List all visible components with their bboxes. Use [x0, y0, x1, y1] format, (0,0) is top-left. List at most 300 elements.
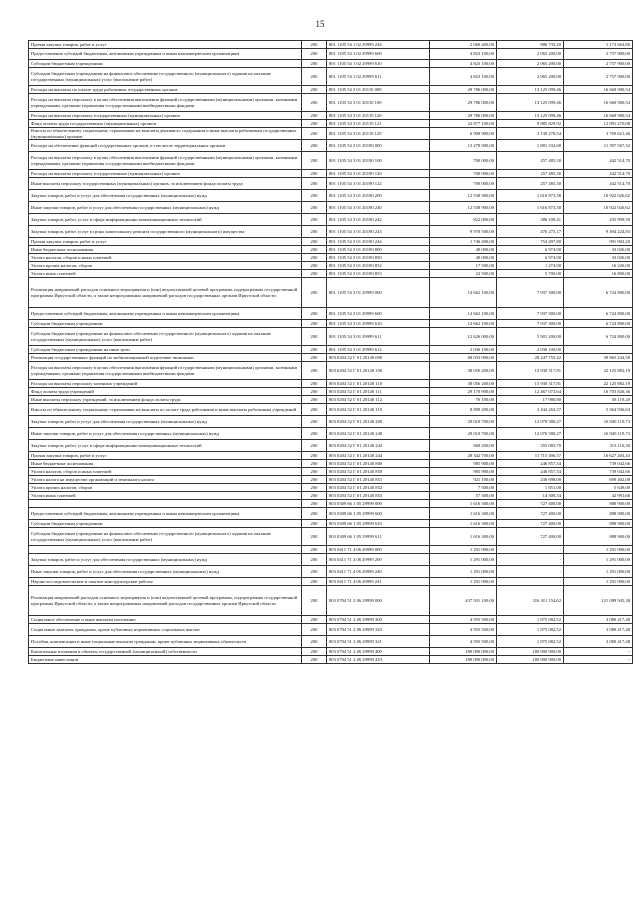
row-executed-cell: - [497, 554, 564, 566]
row-executed-cell: 6 974,00 [497, 254, 564, 262]
table-row [29, 428, 633, 440]
row-remainder-cell: 739 042,66 [564, 460, 633, 468]
row-code-cell: 803 0204 52 Г 01 20140 244 [327, 452, 430, 460]
row-name-cell: Расходы на выплаты персоналу в целях обеспечения выполнения функций государственными (муниципальными) органами, казенными учреждениями, органами управления государственными внебюджетными фондами [29, 362, 302, 380]
table-row [29, 320, 633, 328]
row-remainder-cell: 6 724 800,00 [564, 278, 633, 308]
row-plan-cell: 4 823 100,00 [430, 49, 497, 60]
table-row [29, 566, 633, 578]
row-remainder-cell: 888 900,00 [564, 500, 633, 508]
row-kvsr-cell: 200 [302, 270, 327, 278]
row-plan-cell: 29 170 900,00 [430, 388, 497, 396]
row-kvsr-cell: 200 [302, 86, 327, 94]
row-executed-cell: 230 698,00 [497, 476, 564, 484]
row-plan-cell: 14 662 100,00 [430, 308, 497, 320]
row-executed-cell: 2 065 200,00 [497, 68, 564, 86]
row-name-cell: Фонд оплаты труда государственных (муниципальных) органов [29, 120, 302, 128]
table-row [29, 484, 633, 492]
row-plan-cell: 40 000,00 [430, 246, 497, 254]
table-row [29, 616, 633, 624]
row-name-cell: Уплата налога на имущество организаций и земельного налога [29, 476, 302, 484]
row-code-cell: 801 1105 54 3 01 20190 800 [327, 246, 430, 254]
row-plan-cell: 57 300,00 [430, 492, 497, 500]
row-plan-cell: 1 291 000,00 [430, 578, 497, 586]
row-code-cell: 801 1105 54 3 01 20190 243 [327, 226, 430, 238]
row-kvsr-cell: 200 [302, 308, 327, 320]
row-name-cell: Предоставление субсидий бюджетным, автономным учреждениям и иным некоммерческим организациям [29, 49, 302, 60]
row-kvsr-cell: 200 [302, 68, 327, 86]
row-remainder-cell: 2 757 900,00 [564, 60, 633, 68]
table-row [29, 226, 633, 238]
row-executed-cell: 13 125 099,46 [497, 112, 564, 120]
row-name-cell: Уплата прочих налогов, сборов [29, 262, 302, 270]
row-remainder-cell: 442 514,70 [564, 152, 633, 170]
row-kvsr-cell: 200 [302, 60, 327, 68]
row-name-cell: Реализация направлений расходов основного мероприятия и (или) ведомственной целевой программы, подпрограммы государственной программы Иркутской области, а также непрограммных направлений расходов государственных органов Иркутской области [29, 278, 302, 308]
row-plan-cell: 22 877 100,00 [430, 120, 497, 128]
row-code-cell: 803 0204 52 Г 01 20140 852 [327, 484, 430, 492]
row-executed-cell: 355 083,70 [497, 440, 564, 452]
row-code-cell: 801 1105 54 3 01 20110 100 [327, 94, 430, 112]
row-remainder-cell: 10 922 026,62 [564, 190, 633, 202]
row-name-cell: Субсидии бюджетным учреждениям [29, 60, 302, 68]
table-row [29, 396, 633, 404]
row-name-cell: Расходы на выплаты персоналу государственных (муниципальных) органов [29, 112, 302, 120]
row-plan-cell: 1 616 300,00 [430, 528, 497, 546]
row-remainder-cell: 22 125 882,19 [564, 380, 633, 388]
row-code-cell: 801 1105 54 3 01 20190 853 [327, 270, 430, 278]
row-executed-cell: 727 400,00 [497, 508, 564, 520]
table-row [29, 636, 633, 648]
row-code-cell: 803 0204 52 Г 01 20140 800 [327, 460, 430, 468]
row-code-cell: 801 1105 54 3 01 20190 850 [327, 254, 430, 262]
row-remainder-cell: 16 660 900,54 [564, 86, 633, 94]
row-executed-cell: 7 937 300,00 [497, 320, 564, 328]
row-remainder-cell: 39 865 244,58 [564, 354, 633, 362]
row-code-cell: 801 1105 54 3 01 20190 240 [327, 202, 430, 214]
row-remainder-cell: 888 900,00 [564, 520, 633, 528]
row-code-cell: 803 0704 51 2 06 29999 400 [327, 648, 430, 656]
row-plan-cell: 700 000,00 [430, 170, 497, 178]
row-plan-cell: 4 823 100,00 [430, 68, 497, 86]
row-kvsr-cell: 200 [302, 178, 327, 190]
row-name-cell: Пособия, компенсации и иные социальные выплаты гражданам, кроме публичных нормативных обязательств [29, 636, 302, 648]
row-remainder-cell: 10 922 026,62 [564, 202, 633, 214]
table-row [29, 476, 633, 484]
row-executed-cell: 2 065 200,00 [497, 60, 564, 68]
row-kvsr-cell: 200 [302, 246, 327, 254]
row-plan-cell: 14 662 100,00 [430, 278, 497, 308]
row-kvsr-cell: 200 [302, 492, 327, 500]
row-name-cell: Иные бюджетные ассигнования [29, 246, 302, 254]
row-plan-cell: 1 746 400,00 [430, 238, 497, 246]
row-remainder-cell: 3 769 621,46 [564, 128, 633, 140]
row-remainder-cell: 33 026,00 [564, 254, 633, 262]
row-executed-cell: 6 974,00 [497, 246, 564, 254]
row-kvsr-cell: 200 [302, 468, 327, 476]
row-executed-cell: 727 400,00 [497, 500, 564, 508]
row-remainder-cell: 121 089 945,38 [564, 586, 633, 616]
table-row [29, 178, 633, 190]
row-plan-cell: 2 060 400,00 [430, 41, 497, 49]
row-executed-cell: 12 467 073,64 [497, 388, 564, 396]
row-code-cell: 803 0204 52 Г 01 20140 853 [327, 492, 430, 500]
row-executed-cell: 1 616 873,38 [497, 202, 564, 214]
row-name-cell: Фонд оплаты труда учреждений [29, 388, 302, 396]
table-row [29, 270, 633, 278]
row-name-cell: Предоставление субсидий бюджетным, автономным учреждениям и иным некоммерческим организациям [29, 308, 302, 320]
row-plan-cell: 76 100,00 [430, 396, 497, 404]
row-code-cell: 803 0309 66 1 05 29999 600 [327, 508, 430, 520]
row-remainder-cell: 58 119,20 [564, 396, 633, 404]
row-kvsr-cell: 200 [302, 528, 327, 546]
row-executed-cell: 1 881 332,68 [497, 140, 564, 152]
row-kvsr-cell: 200 [302, 128, 327, 140]
row-code-cell: 803 0704 51 2 06 29999 320 [327, 624, 430, 636]
row-code-cell: 801 1105 54 3 01 20110 121 [327, 120, 430, 128]
row-kvsr-cell: 200 [302, 388, 327, 396]
row-code-cell: 803 0309 66 1 05 29999 000 [327, 500, 430, 508]
row-executed-cell: 14 308,34 [497, 492, 564, 500]
row-executed-cell: 9 985 829,92 [497, 120, 564, 128]
row-remainder-cell: 888 900,00 [564, 508, 633, 520]
row-plan-cell: 700 000,00 [430, 178, 497, 190]
row-executed-cell: 476 275,17 [497, 226, 564, 238]
row-name-cell: Предоставление субсидий бюджетным, автономным учреждениям и иным некоммерческим организациям [29, 508, 302, 520]
table-row [29, 578, 633, 586]
row-kvsr-cell: 200 [302, 404, 327, 416]
row-plan-cell: 12 626 000,00 [430, 328, 497, 346]
row-code-cell: 801 1105 54 1 02 29999 611 [327, 68, 430, 86]
row-kvsr-cell: 200 [302, 262, 327, 270]
row-plan-cell: 6 908 900,00 [430, 128, 497, 140]
row-code-cell: 803 0309 66 1 05 29999 610 [327, 520, 430, 528]
row-remainder-cell: 16 940 119,73 [564, 416, 633, 428]
row-plan-cell: 29 786 000,00 [430, 86, 497, 94]
row-code-cell: 801 1105 54 3 01 29999 600 [327, 308, 430, 320]
table-row [29, 546, 633, 554]
row-executed-cell: 180 000 000,00 [497, 648, 564, 656]
row-code-cell: 803 0204 52 Г 01 20140 000 [327, 354, 430, 362]
row-code-cell: 803 0704 51 2 06 29999 000 [327, 586, 430, 616]
row-name-cell: Расходы на обеспечение функций государственных органов, в том числе территориальных органов [29, 140, 302, 152]
table-row [29, 354, 633, 362]
row-executed-cell: 257 485,30 [497, 152, 564, 170]
row-kvsr-cell: 200 [302, 49, 327, 60]
row-kvsr-cell: 200 [302, 346, 327, 354]
row-name-cell: Расходы на выплаты персоналу в целях обеспечения выполнения функций государственными (муниципальными) органами, казенными учреждениями, органами управления государственными внебюджетными фондами [29, 94, 302, 112]
row-executed-cell: 5 901 200,00 [497, 328, 564, 346]
row-executed-cell: - [497, 566, 564, 578]
row-name-cell: Социальное обеспечение и иные выплаты населению [29, 616, 302, 624]
row-executed-cell: 3 444 263,37 [497, 404, 564, 416]
row-remainder-cell: 2 757 900,00 [564, 49, 633, 60]
row-remainder-cell [564, 346, 633, 354]
row-executed-cell: 1 875 082,52 [497, 624, 564, 636]
row-name-cell: Закупка товаров, работ и услуг для обеспечения государственных (муниципальных) нужд [29, 416, 302, 428]
row-name-cell: Закупка товаров, работ, услуг в целях капитального ремонта государственного (муниципального) имущества [29, 226, 302, 238]
row-code-cell: 803 0204 52 Г 01 20140 100 [327, 362, 430, 380]
row-remainder-cell: 16 940 119,73 [564, 428, 633, 440]
row-remainder-cell: 1 291 000,00 [564, 578, 633, 586]
row-kvsr-cell: 200 [302, 554, 327, 566]
row-plan-cell: 12 538 900,00 [430, 202, 497, 214]
row-plan-cell: 9 970 500,00 [430, 226, 497, 238]
row-name-cell: Научно-исследовательские и опытно-конструкторские работы [29, 578, 302, 586]
row-code-cell: 803 0309 66 1 05 29999 611 [327, 528, 430, 546]
table-row [29, 308, 633, 320]
row-plan-cell: 921 100,00 [430, 476, 497, 484]
row-kvsr-cell: 200 [302, 190, 327, 202]
row-name-cell: Иные закупки товаров, работ и услуг для обеспечения государственных (муниципальных) нужд [29, 566, 302, 578]
row-plan-cell: 22 500,00 [430, 270, 497, 278]
row-code-cell: 803 0204 52 Г 01 20140 850 [327, 468, 430, 476]
row-kvsr-cell: 200 [302, 484, 327, 492]
row-plan-cell: 4 955 500,00 [430, 616, 497, 624]
row-plan-cell: 14 662 100,00 [430, 320, 497, 328]
row-code-cell: 803 0704 51 2 06 29999 321 [327, 636, 430, 648]
table-row [29, 648, 633, 656]
row-remainder-cell: 11 397 567,32 [564, 140, 633, 152]
row-kvsr-cell: 200 [302, 120, 327, 128]
row-remainder-cell: 33 026,00 [564, 246, 633, 254]
row-name-cell: Субсидии бюджетным учреждениям на финансовое обеспечение государственного (муниципального) задания на оказание государственных (муниципальных) услуг (выполнение работ) [29, 328, 302, 346]
row-kvsr-cell: 200 [302, 94, 327, 112]
row-kvsr-cell: 200 [302, 546, 327, 554]
row-code-cell: 801 1105 54 1 02 29999 600 [327, 49, 430, 60]
row-remainder-cell: 739 042,66 [564, 468, 633, 476]
row-remainder-cell: 22 125 882,19 [564, 362, 633, 380]
row-code-cell: 803 0204 52 Г 01 20140 112 [327, 396, 430, 404]
row-kvsr-cell: 200 [302, 354, 327, 362]
row-kvsr-cell: 200 [302, 520, 327, 528]
row-plan-cell: 1 291 000,00 [430, 566, 497, 578]
row-name-cell: Взносы по обязательному социальному страхованию на выплаты по оплате труда работников и иные выплаты работникам учреждений [29, 404, 302, 416]
row-plan-cell: 822 000,00 [430, 214, 497, 226]
row-executed-cell: 12 070 580,27 [497, 428, 564, 440]
row-name-cell: Прочая закупка товаров, работ и услуг [29, 238, 302, 246]
row-code-cell: 801 1105 54 3 01 20190 200 [327, 190, 430, 202]
row-name-cell: Расходы на выплаты по оплате труда работников государственных органов [29, 86, 302, 94]
row-kvsr-cell: 200 [302, 320, 327, 328]
row-remainder-cell: 16 660 900,54 [564, 112, 633, 120]
row-remainder-cell: 991 902,20 [564, 238, 633, 246]
row-executed-cell: 13 125 099,46 [497, 94, 564, 112]
row-plan-cell: 38 056 200,00 [430, 362, 497, 380]
row-remainder-cell: 42 991,66 [564, 492, 633, 500]
row-plan-cell: 2 036 100,00 [430, 346, 497, 354]
row-code-cell: 801 1105 54 3 01 29999 612 [327, 346, 430, 354]
row-executed-cell: 386 100,41 [497, 214, 564, 226]
row-kvsr-cell: 200 [302, 648, 327, 656]
row-name-cell: Иные выплаты персоналу учреждений, за исключением фонда оплаты труда [29, 396, 302, 404]
row-executed-cell: 28 247 755,42 [497, 354, 564, 362]
row-executed-cell: 727 400,00 [497, 520, 564, 528]
table-row [29, 94, 633, 112]
row-kvsr-cell: 200 [302, 416, 327, 428]
table-row [29, 112, 633, 120]
row-name-cell: Уплата иных платежей [29, 492, 302, 500]
row-plan-cell: 38 056 200,00 [430, 380, 497, 388]
row-code-cell: 803 0704 51 2 06 29999 300 [327, 616, 430, 624]
row-plan-cell: 700 000,00 [430, 152, 497, 170]
row-executed-cell: 7 937 300,00 [497, 278, 564, 308]
table-row [29, 492, 633, 500]
row-name-cell: Расходы на выплаты персоналу казенных учреждений [29, 380, 302, 388]
row-name-cell: Субсидии бюджетным учреждениям на финансовое обеспечение государственного (муниципального) задания на оказание государственных (муниципальных) услуг (выполнение работ) [29, 68, 302, 86]
row-name-cell: Реализация направлений расходов основного мероприятия и (или) ведомственной целевой программы, подпрограммы государственной программы Иркутской области, а также непрограммных направлений расходов государственных органов Иркутской области [29, 586, 302, 616]
row-plan-cell: 1 291 000,00 [430, 554, 497, 566]
row-remainder-cell: 5 364 936,63 [564, 404, 633, 416]
table-row [29, 500, 633, 508]
row-plan-cell: 12 538 900,00 [430, 190, 497, 202]
row-executed-cell: 1 875 082,52 [497, 636, 564, 648]
row-remainder-cell: 3 080 417,48 [564, 636, 633, 648]
row-plan-cell: 1 616 300,00 [430, 520, 497, 528]
table-row [29, 262, 633, 270]
row-name-cell: Бюджетные инвестиции [29, 656, 302, 664]
row-code-cell: 801 1105 54 1 02 29999 610 [327, 60, 430, 68]
row-executed-cell: 1 851,00 [497, 484, 564, 492]
table-row [29, 238, 633, 246]
table-row [29, 140, 633, 152]
row-executed-cell: 7 937 300,00 [497, 308, 564, 320]
row-code-cell: 803 0204 52 Г 01 20140 200 [327, 416, 430, 428]
row-code-cell: 803 0204 52 Г 01 20140 119 [327, 404, 430, 416]
row-remainder-cell: 313 116,30 [564, 440, 633, 452]
row-kvsr-cell: 200 [302, 238, 327, 246]
table-row [29, 120, 633, 128]
row-kvsr-cell: 200 [302, 170, 327, 178]
row-code-cell: 803 0204 52 Г 01 20140 242 [327, 440, 430, 452]
row-code-cell: 801 1105 54 3 01 20190 100 [327, 152, 430, 170]
row-name-cell: Капитальные вложения в объекты государственной (муниципальной) собственности [29, 648, 302, 656]
row-executed-cell: 2 036 100,00 [497, 346, 564, 354]
row-name-cell: Закупка товаров, работ и услуг для обеспечения государственных (муниципальных) нужд [29, 554, 302, 566]
row-plan-cell: 68 033 000,00 [430, 354, 497, 362]
budget-execution-table [28, 40, 633, 664]
row-code-cell: 801 1105 54 3 01 20190 244 [327, 238, 430, 246]
row-plan-cell: 4 955 500,00 [430, 636, 497, 648]
row-plan-cell: 437 501 100,00 [430, 586, 497, 616]
row-executed-cell: 754 497,80 [497, 238, 564, 246]
row-executed-cell: 257 485,30 [497, 178, 564, 190]
row-code-cell: 801 1105 54 3 01 29999 000 [327, 278, 430, 308]
page-number: 15 [315, 19, 325, 29]
row-kvsr-cell: 200 [302, 656, 327, 664]
row-code-cell: 801 1105 54 3 01 20190 120 [327, 170, 430, 178]
row-remainder-cell: 1 173 664,80 [564, 41, 633, 49]
row-plan-cell: 985 900,00 [430, 460, 497, 468]
table-row [29, 404, 633, 416]
row-plan-cell: 29 786 000,00 [430, 94, 497, 112]
row-remainder-cell: 435 899,59 [564, 214, 633, 226]
row-name-cell: Субсидии бюджетным учреждениям на иные цели [29, 346, 302, 354]
row-kvsr-cell: 200 [302, 508, 327, 520]
row-code-cell: 801 1105 54 3 01 20190 852 [327, 262, 430, 270]
row-kvsr-cell: 200 [302, 202, 327, 214]
row-code-cell: 803 0704 51 2 06 29999 410 [327, 656, 430, 664]
table-row [29, 440, 633, 452]
row-executed-cell: 13 125 099,46 [497, 86, 564, 94]
row-name-cell: Расходы на выплаты персоналу государственных (муниципальных) органов [29, 170, 302, 178]
table-row [29, 152, 633, 170]
row-executed-cell: 727 400,00 [497, 528, 564, 546]
row-name-cell: Субсидии бюджетным учреждениям [29, 320, 302, 328]
row-remainder-cell: 16 703 826,36 [564, 388, 633, 396]
row-kvsr-cell: 200 [302, 396, 327, 404]
row-name-cell: Реализация государственных функций по мобилизационной подготовке экономики [29, 354, 302, 362]
table-row [29, 86, 633, 94]
row-name-cell [29, 500, 302, 508]
row-remainder-cell: - [564, 648, 633, 656]
row-remainder-cell: 5 649,00 [564, 484, 633, 492]
row-name-cell: Прочая закупка товаров, работ и услуг [29, 41, 302, 49]
row-name-cell: Расходы на выплаты персоналу в целях обеспечения выполнения функций государственными (муниципальными) органами, казенными учреждениями, органами управления государственными внебюджетными фондами [29, 152, 302, 170]
table-row [29, 346, 633, 354]
row-plan-cell: 13 278 900,00 [430, 140, 497, 152]
row-plan-cell: 28 342 700,00 [430, 452, 497, 460]
row-name-cell: Уплата налогов, сборов и иных платежей [29, 254, 302, 262]
row-name-cell: Закупка товаров, работ, услуг в сфере информационно-коммуникационных технологий [29, 214, 302, 226]
table-row [29, 528, 633, 546]
row-kvsr-cell: 200 [302, 152, 327, 170]
row-remainder-cell: 9 494 224,83 [564, 226, 633, 238]
row-plan-cell: 8 809 200,00 [430, 404, 497, 416]
row-executed-cell: 1 616 873,38 [497, 190, 564, 202]
row-plan-cell: 180 000 000,00 [430, 648, 497, 656]
row-executed-cell: 246 857,34 [497, 468, 564, 476]
row-code-cell: 803 0204 52 Г 01 20140 851 [327, 476, 430, 484]
row-code-cell: 801 1105 54 1 02 29999 244 [327, 41, 430, 49]
table-row [29, 388, 633, 396]
row-executed-cell: 17 980,80 [497, 396, 564, 404]
row-executed-cell: - [497, 546, 564, 554]
row-code-cell: 801 1105 54 3 01 29999 611 [327, 328, 430, 346]
table-row [29, 214, 633, 226]
row-remainder-cell: 16 800,00 [564, 270, 633, 278]
row-executed-cell: 257 485,30 [497, 170, 564, 178]
row-remainder-cell: 442 514,70 [564, 178, 633, 190]
table-row [29, 452, 633, 460]
row-remainder-cell: 3 080 417,48 [564, 624, 633, 636]
row-remainder-cell: 888 900,00 [564, 528, 633, 546]
row-kvsr-cell: 200 [302, 636, 327, 648]
row-remainder-cell: 2 757 900,00 [564, 68, 633, 86]
row-kvsr-cell: 200 [302, 112, 327, 120]
row-code-cell: 801 1105 54 3 01 20190 000 [327, 140, 430, 152]
row-executed-cell: 3 139 278,54 [497, 128, 564, 140]
row-name-cell: Иные бюджетные ассигнования [29, 460, 302, 468]
row-code-cell: 803 0204 52 Г 01 20140 240 [327, 428, 430, 440]
table-row [29, 278, 633, 308]
row-code-cell: 803 0204 52 Г 01 20140 111 [327, 388, 430, 396]
row-kvsr-cell: 200 [302, 460, 327, 468]
row-code-cell: 801 1105 54 3 01 29999 610 [327, 320, 430, 328]
row-kvsr-cell: 200 [302, 452, 327, 460]
row-kvsr-cell: 200 [302, 440, 327, 452]
row-code-cell: 801 1105 54 3 01 20110 129 [327, 128, 430, 140]
row-executed-cell: 316 411 154,62 [497, 586, 564, 616]
row-kvsr-cell: 200 [302, 380, 327, 388]
row-name-cell: Иные закупки товаров, работ и услуг для обеспечения государственных (муниципальных) нужд [29, 428, 302, 440]
table-row [29, 41, 633, 49]
row-name-cell: Закупка товаров, работ и услуг для обеспечения государственных (муниципальных) нужд [29, 190, 302, 202]
row-kvsr-cell: 200 [302, 254, 327, 262]
row-code-cell: 803 0204 52 Г 01 20140 110 [327, 380, 430, 388]
table-row [29, 468, 633, 476]
table-row [29, 202, 633, 214]
